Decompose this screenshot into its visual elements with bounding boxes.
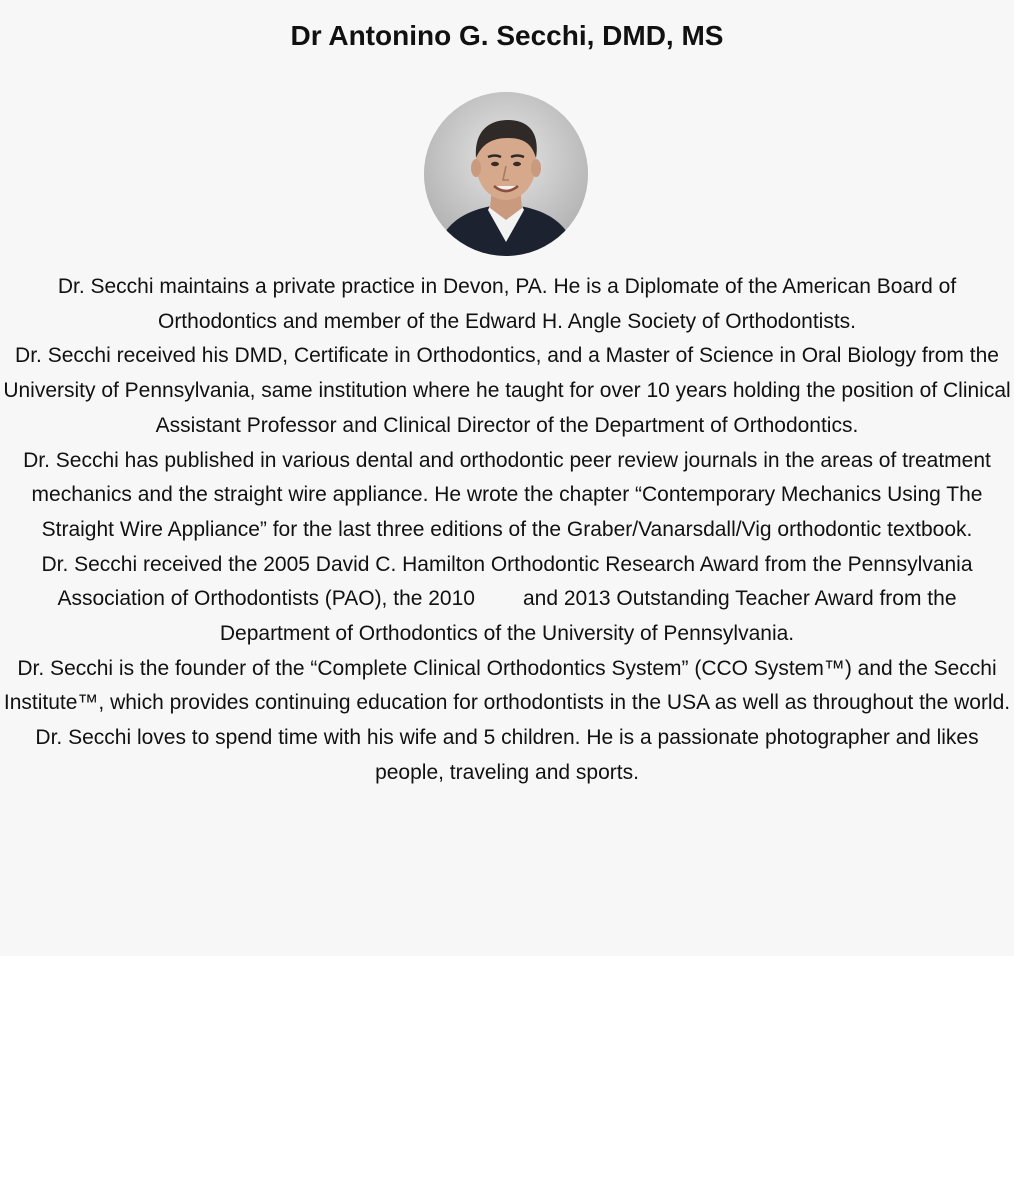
bio-paragraph: Dr. Secchi loves to spend time with his wife and 5 children. He is a passionate photographer and likes people, traveling and sports.: [35, 726, 979, 784]
bio-paragraph: Dr. Secchi maintains a private practice in Devon, PA. He is a Diplomate of the American Board of Orthodontics and member of the Edward H. Angle Society of Orthodontists.: [57, 275, 957, 333]
bio-paragraph-part: and 2013 Outstanding Teacher Award from the Department of Orthodontics of the University of Pennsylvania.: [219, 587, 957, 646]
bio-paragraph: Dr. Secchi is the founder of the “Complete Clinical Orthodontics System” (CCO System™) and the Secchi Institute™, which provides continuing education for orthodontists in the USA as well as throughout the world.: [3, 656, 1011, 715]
bio-paragraph: Dr. Secchi received his DMD, Certificate in Orthodontics, and a Master of Science in Oral Biology from the University of Pennsylvania, same institution where he taught for over 10 years holding the position of Clinical Assistant Professor and Clinical Director of the Department of Orthodontics.: [3, 344, 1011, 437]
page-title: Dr Antonino G. Secchi, DMD, MS: [290, 20, 724, 51]
portrait-photo-icon: [424, 92, 588, 256]
bio-text: [0, 270, 1014, 791]
bio-paragraph-part: Dr. Secchi received the 2005 David C. Hamilton Orthodontic Research Award from the Pennsylvania Association of Orthodontists (PAO), the 2010: [41, 552, 973, 611]
bio-paragraph: Dr. Secchi has published in various dental and orthodontic peer review journals in the areas of treatment mechanics and the straight wire appliance. He wrote the chapter “Contemporary Mechanics Using The Straight Wire Appliance” for the last three editions of the Graber/Vanarsdall/Vig orthodontic textbook.: [23, 448, 991, 541]
avatar: [424, 92, 588, 256]
bio-paragraph: [0, 548, 1014, 652]
